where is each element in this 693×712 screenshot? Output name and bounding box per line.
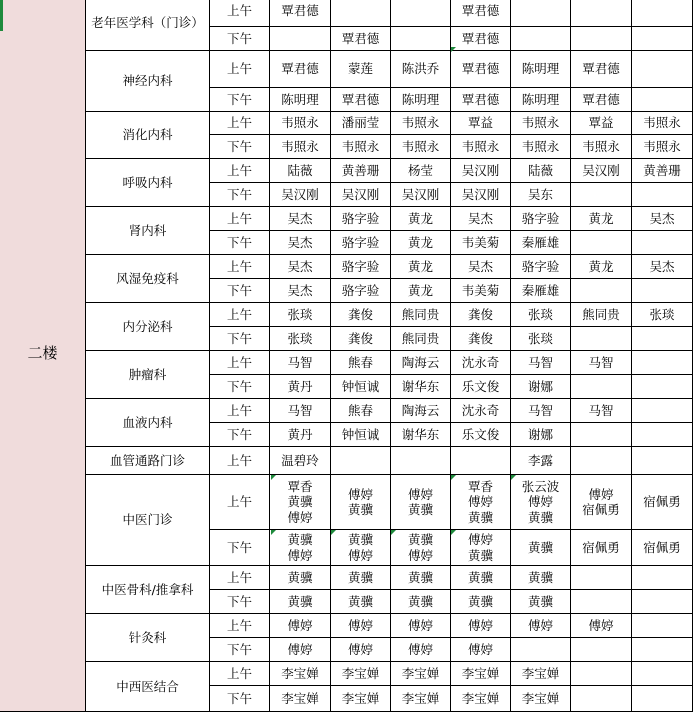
session-am: 上午 — [210, 303, 270, 327]
doctor-cell[interactable] — [571, 375, 632, 399]
doctor-cell[interactable]: 吴杰 — [270, 279, 331, 303]
session-am: 上午 — [210, 662, 270, 686]
doctor-cell[interactable]: 李宝婵 — [511, 686, 571, 712]
doctor-cell[interactable]: 覃益 — [571, 112, 632, 135]
doctor-cell[interactable]: 谢娜 — [511, 375, 571, 399]
doctor-cell[interactable]: 黄龙 — [391, 279, 451, 303]
department-name: 中西医结合 — [86, 662, 210, 712]
doctor-cell[interactable]: 李宝婵 — [391, 686, 451, 712]
doctor-cell[interactable]: 傅婷 黄骥 — [451, 530, 511, 566]
doctor-cell[interactable]: 黄骥 — [391, 590, 451, 614]
doctor-cell[interactable]: 覃君德 — [451, 88, 511, 112]
session-pm: 下午 — [210, 88, 270, 112]
doctor-cell[interactable]: 黄骥 — [391, 566, 451, 590]
doctor-cell[interactable]: 张琰 — [270, 327, 331, 351]
doctor-cell[interactable] — [391, 27, 451, 51]
doctor-cell[interactable]: 谢娜 — [511, 423, 571, 447]
doctor-cell[interactable]: 傅婷 — [571, 614, 632, 638]
session-pm: 下午 — [210, 279, 270, 303]
doctor-cell[interactable]: 李宝婵 — [391, 662, 451, 686]
doctor-cell[interactable] — [632, 351, 693, 375]
doctor-cell[interactable]: 吴杰 — [270, 231, 331, 255]
session-am: 上午 — [210, 112, 270, 135]
doctor-cell[interactable] — [632, 590, 693, 614]
comment-indicator-icon — [451, 530, 456, 535]
doctor-cell[interactable]: 秦雁雄 — [511, 231, 571, 255]
doctor-cell[interactable]: 吴杰 — [270, 255, 331, 279]
doctor-cell[interactable]: 马智 — [571, 351, 632, 375]
session-pm: 下午 — [210, 423, 270, 447]
doctor-cell[interactable]: 覃香 傅婷 黄骥 — [451, 475, 511, 530]
doctor-cell[interactable]: 黄骥 傅婷 — [331, 530, 391, 566]
doctor-cell[interactable] — [571, 279, 632, 303]
doctor-cell[interactable] — [632, 0, 693, 27]
department-name: 血液内科 — [86, 399, 210, 447]
doctor-cell[interactable]: 李宝婵 — [451, 686, 511, 712]
doctor-cell[interactable]: 马智 — [270, 399, 331, 423]
doctor-cell[interactable]: 傅婷 黄骥 — [391, 475, 451, 530]
doctor-cell[interactable]: 李宝婵 — [331, 662, 391, 686]
doctor-cell[interactable]: 熊同贵 — [391, 303, 451, 327]
doctor-cell[interactable]: 傅婷 — [270, 638, 331, 662]
doctor-cell[interactable]: 黄丹 — [270, 375, 331, 399]
doctor-cell[interactable]: 韦照永 — [451, 135, 511, 159]
doctor-cell[interactable]: 覃君德 — [571, 88, 632, 112]
doctor-cell[interactable]: 黄骥 — [451, 566, 511, 590]
doctor-cell[interactable]: 陈明理 — [270, 88, 331, 112]
department-name: 内分泌科 — [86, 303, 210, 351]
doctor-cell[interactable]: 陈洪乔 — [391, 51, 451, 88]
doctor-cell[interactable]: 张琰 — [511, 303, 571, 327]
doctor-cell[interactable]: 钟恒诚 — [331, 375, 391, 399]
doctor-cell[interactable]: 黄骥 — [511, 530, 571, 566]
doctor-cell[interactable]: 骆字验 — [331, 279, 391, 303]
doctor-cell[interactable]: 黄骥 — [331, 590, 391, 614]
department-name: 肾内科 — [86, 207, 210, 255]
doctor-cell[interactable]: 韦照永 — [571, 135, 632, 159]
doctor-cell[interactable]: 龚俊 — [331, 303, 391, 327]
doctor-cell[interactable]: 吴汉刚 — [451, 183, 511, 207]
session-am: 上午 — [210, 614, 270, 638]
doctor-cell[interactable]: 韦照永 — [391, 112, 451, 135]
doctor-cell[interactable] — [511, 0, 571, 27]
doctor-cell[interactable] — [571, 231, 632, 255]
doctor-cell[interactable]: 傅婷 — [451, 638, 511, 662]
session-pm: 下午 — [210, 590, 270, 614]
department-name: 血管通路门诊 — [86, 447, 210, 475]
doctor-cell[interactable]: 蒙莲 — [331, 51, 391, 88]
doctor-cell[interactable]: 黄善珊 — [632, 159, 693, 183]
doctor-cell[interactable]: 吴杰 — [632, 255, 693, 279]
doctor-cell[interactable]: 李宝婵 — [270, 662, 331, 686]
doctor-cell[interactable]: 傅婷 — [391, 638, 451, 662]
doctor-cell[interactable]: 骆字验 — [331, 207, 391, 231]
doctor-cell[interactable]: 傅婷 — [270, 614, 331, 638]
doctor-cell[interactable]: 熊春 — [331, 399, 391, 423]
doctor-cell[interactable]: 李宝婵 — [451, 662, 511, 686]
doctor-cell[interactable]: 傅婷 黄骥 — [331, 475, 391, 530]
doctor-cell[interactable] — [632, 183, 693, 207]
doctor-cell[interactable]: 沈永奇 — [451, 351, 511, 375]
doctor-cell[interactable] — [632, 279, 693, 303]
doctor-cell[interactable]: 韦照永 — [331, 135, 391, 159]
session-am: 上午 — [210, 399, 270, 423]
doctor-cell[interactable]: 韦美菊 — [451, 231, 511, 255]
doctor-cell[interactable] — [632, 566, 693, 590]
comment-indicator-icon — [451, 47, 456, 52]
session-pm: 下午 — [210, 638, 270, 662]
doctor-cell[interactable]: 宿佩勇 — [571, 530, 632, 566]
doctor-cell[interactable]: 陈明理 — [391, 88, 451, 112]
department-name: 神经内科 — [86, 51, 210, 112]
session-pm: 下午 — [210, 375, 270, 399]
doctor-cell[interactable]: 傅婷 — [331, 614, 391, 638]
doctor-cell[interactable] — [571, 327, 632, 351]
doctor-cell[interactable]: 吴汉刚 — [331, 183, 391, 207]
doctor-cell[interactable]: 骆字验 — [331, 255, 391, 279]
doctor-cell[interactable]: 吴汉刚 — [270, 183, 331, 207]
session-pm: 下午 — [210, 27, 270, 51]
doctor-cell[interactable]: 傅婷 — [511, 614, 571, 638]
doctor-cell[interactable]: 谢华东 — [391, 375, 451, 399]
doctor-cell[interactable]: 韦照永 — [270, 135, 331, 159]
doctor-cell[interactable]: 张琰 — [511, 327, 571, 351]
doctor-cell[interactable]: 宿佩勇 — [632, 530, 693, 566]
doctor-cell[interactable] — [391, 0, 451, 27]
doctor-cell[interactable]: 黄骥 傅婷 — [391, 530, 451, 566]
doctor-cell[interactable]: 陈明理 — [511, 51, 571, 88]
doctor-cell[interactable]: 熊春 — [331, 351, 391, 375]
doctor-cell[interactable]: 吴杰 — [451, 207, 511, 231]
doctor-cell[interactable]: 乐文俊 — [451, 423, 511, 447]
doctor-cell[interactable]: 黄骥 — [511, 566, 571, 590]
doctor-cell[interactable] — [511, 638, 571, 662]
doctor-cell[interactable]: 谢华东 — [391, 423, 451, 447]
doctor-cell[interactable]: 张琰 — [632, 303, 693, 327]
doctor-cell[interactable]: 马智 — [511, 399, 571, 423]
doctor-cell[interactable]: 骆字验 — [511, 207, 571, 231]
doctor-cell[interactable] — [331, 0, 391, 27]
doctor-cell[interactable]: 吴杰 — [632, 207, 693, 231]
doctor-cell[interactable]: 韦美菊 — [451, 279, 511, 303]
doctor-cell[interactable]: 覃益 — [451, 112, 511, 135]
doctor-cell[interactable] — [571, 423, 632, 447]
doctor-cell[interactable]: 龚俊 — [451, 303, 511, 327]
doctor-cell[interactable]: 黄骥 — [270, 566, 331, 590]
doctor-cell[interactable] — [632, 423, 693, 447]
doctor-cell[interactable]: 熊同贵 — [571, 303, 632, 327]
doctor-cell[interactable] — [632, 327, 693, 351]
doctor-cell[interactable]: 傅婷 — [391, 614, 451, 638]
department-name: 针灸科 — [86, 614, 210, 662]
doctor-cell[interactable] — [632, 399, 693, 423]
doctor-cell[interactable] — [511, 27, 571, 51]
doctor-cell[interactable]: 乐文俊 — [451, 375, 511, 399]
doctor-cell[interactable]: 李露 — [511, 447, 571, 475]
doctor-cell[interactable]: 马智 — [511, 351, 571, 375]
comment-indicator-icon — [451, 475, 456, 480]
department-name: 中医骨科/推拿科 — [86, 566, 210, 614]
doctor-cell[interactable] — [571, 27, 632, 51]
doctor-cell[interactable]: 沈永奇 — [451, 399, 511, 423]
doctor-cell[interactable] — [571, 662, 632, 686]
doctor-cell[interactable]: 覃君德 — [451, 0, 511, 27]
doctor-cell[interactable]: 张云波 傅婷 黄骥 — [511, 475, 571, 530]
department-name: 肿瘤科 — [86, 351, 210, 399]
doctor-cell[interactable]: 黄龙 — [391, 255, 451, 279]
doctor-cell[interactable]: 陈明理 — [511, 88, 571, 112]
comment-indicator-icon — [271, 530, 276, 535]
doctor-cell[interactable] — [270, 27, 331, 51]
comment-indicator-icon — [391, 530, 396, 535]
doctor-cell[interactable] — [571, 183, 632, 207]
doctor-cell[interactable]: 覃君德 — [270, 0, 331, 27]
doctor-cell[interactable]: 黄龙 — [571, 255, 632, 279]
doctor-cell[interactable]: 韦照永 — [391, 135, 451, 159]
session-am: 上午 — [210, 0, 270, 27]
doctor-cell[interactable]: 陆薇 — [511, 159, 571, 183]
doctor-cell[interactable]: 秦雁雄 — [511, 279, 571, 303]
session-pm: 下午 — [210, 183, 270, 207]
session-am: 上午 — [210, 207, 270, 231]
doctor-cell[interactable]: 陆薇 — [270, 159, 331, 183]
doctor-cell[interactable]: 傅婷 宿佩勇 — [571, 475, 632, 530]
department-name: 风湿免疫科 — [86, 255, 210, 303]
floor-label: 二楼 — [0, 0, 86, 712]
doctor-cell[interactable]: 吴汉刚 — [391, 183, 451, 207]
doctor-cell[interactable]: 龚俊 — [331, 327, 391, 351]
session-am: 上午 — [210, 566, 270, 590]
doctor-cell[interactable]: 黄龙 — [391, 207, 451, 231]
doctor-cell[interactable]: 吴东 — [511, 183, 571, 207]
doctor-cell[interactable]: 韦照永 — [511, 112, 571, 135]
doctor-cell[interactable] — [571, 686, 632, 712]
doctor-cell[interactable]: 骆字验 — [511, 255, 571, 279]
session-pm: 下午 — [210, 231, 270, 255]
doctor-cell[interactable]: 韦照永 — [511, 135, 571, 159]
session-am: 上午 — [210, 447, 270, 475]
doctor-cell[interactable]: 黄龙 — [571, 207, 632, 231]
doctor-cell[interactable]: 陶海云 — [391, 399, 451, 423]
active-cell-indicator — [0, 0, 3, 31]
session-am: 上午 — [210, 351, 270, 375]
comment-indicator-icon — [331, 530, 336, 535]
doctor-cell[interactable] — [632, 638, 693, 662]
department-name: 消化内科 — [86, 112, 210, 159]
doctor-cell[interactable]: 李宝婵 — [511, 662, 571, 686]
doctor-cell[interactable] — [632, 686, 693, 712]
session-pm: 下午 — [210, 530, 270, 566]
doctor-cell[interactable]: 韦照永 — [632, 135, 693, 159]
doctor-cell[interactable] — [331, 447, 391, 475]
doctor-cell[interactable]: 覃君德 — [451, 27, 511, 51]
doctor-cell[interactable]: 黄骥 傅婷 — [270, 530, 331, 566]
doctor-cell[interactable]: 李宝婵 — [270, 686, 331, 712]
doctor-cell[interactable]: 马智 — [571, 399, 632, 423]
doctor-cell[interactable]: 覃君德 — [571, 51, 632, 88]
session-pm: 下午 — [210, 327, 270, 351]
doctor-cell[interactable]: 黄善珊 — [331, 159, 391, 183]
doctor-cell[interactable] — [632, 614, 693, 638]
doctor-cell[interactable]: 吴汉刚 — [451, 159, 511, 183]
doctor-cell[interactable]: 韦照永 — [270, 112, 331, 135]
doctor-cell[interactable]: 吴汉刚 — [571, 159, 632, 183]
comment-indicator-icon — [511, 475, 516, 480]
doctor-cell[interactable]: 骆字验 — [331, 231, 391, 255]
doctor-cell[interactable]: 钟恒诚 — [331, 423, 391, 447]
doctor-cell[interactable] — [632, 447, 693, 475]
doctor-cell[interactable]: 陶海云 — [391, 351, 451, 375]
doctor-cell[interactable] — [632, 375, 693, 399]
doctor-cell[interactable]: 杨莹 — [391, 159, 451, 183]
doctor-cell[interactable] — [571, 638, 632, 662]
doctor-cell[interactable] — [632, 88, 693, 112]
department-name: 老年医学科（门诊） — [86, 0, 210, 51]
doctor-cell[interactable]: 韦照永 — [632, 112, 693, 135]
doctor-cell[interactable]: 张琰 — [270, 303, 331, 327]
session-am: 上午 — [210, 255, 270, 279]
doctor-cell[interactable]: 覃君德 — [451, 51, 511, 88]
doctor-cell[interactable]: 黄骥 — [511, 590, 571, 614]
session-pm: 下午 — [210, 686, 270, 712]
doctor-cell[interactable] — [571, 566, 632, 590]
doctor-cell[interactable] — [571, 447, 632, 475]
doctor-cell[interactable]: 傅婷 — [451, 614, 511, 638]
doctor-cell[interactable]: 温碧玲 — [270, 447, 331, 475]
session-pm: 下午 — [210, 135, 270, 159]
session-am: 上午 — [210, 51, 270, 88]
doctor-cell[interactable]: 黄龙 — [391, 231, 451, 255]
session-am: 上午 — [210, 475, 270, 530]
comment-indicator-icon — [271, 475, 276, 480]
doctor-cell[interactable]: 覃君德 — [331, 88, 391, 112]
doctor-cell[interactable]: 覃香 黄骥 傅婷 — [270, 475, 331, 530]
doctor-cell[interactable] — [571, 0, 632, 27]
department-name: 呼吸内科 — [86, 159, 210, 207]
doctor-cell[interactable]: 吴杰 — [451, 255, 511, 279]
doctor-cell[interactable] — [632, 51, 693, 88]
doctor-cell[interactable] — [632, 27, 693, 51]
doctor-cell[interactable] — [451, 447, 511, 475]
doctor-cell[interactable]: 覃君德 — [270, 51, 331, 88]
doctor-cell[interactable]: 龚俊 — [451, 327, 511, 351]
doctor-cell[interactable] — [391, 447, 451, 475]
doctor-cell[interactable]: 黄骥 — [451, 590, 511, 614]
doctor-cell[interactable]: 潘丽莹 — [331, 112, 391, 135]
doctor-cell[interactable] — [632, 662, 693, 686]
doctor-cell[interactable]: 傅婷 — [331, 638, 391, 662]
doctor-cell[interactable] — [632, 231, 693, 255]
doctor-cell[interactable] — [571, 590, 632, 614]
doctor-cell[interactable]: 黄丹 — [270, 423, 331, 447]
doctor-cell[interactable]: 马智 — [270, 351, 331, 375]
doctor-cell[interactable]: 李宝婵 — [331, 686, 391, 712]
department-name: 中医门诊 — [86, 475, 210, 566]
session-am: 上午 — [210, 159, 270, 183]
doctor-cell[interactable]: 吴杰 — [270, 207, 331, 231]
doctor-cell[interactable]: 宿佩勇 — [632, 475, 693, 530]
doctor-cell[interactable]: 覃君德 — [331, 27, 391, 51]
doctor-cell[interactable]: 黄骥 — [331, 566, 391, 590]
doctor-cell[interactable]: 黄骥 — [270, 590, 331, 614]
doctor-cell[interactable]: 熊同贵 — [391, 327, 451, 351]
